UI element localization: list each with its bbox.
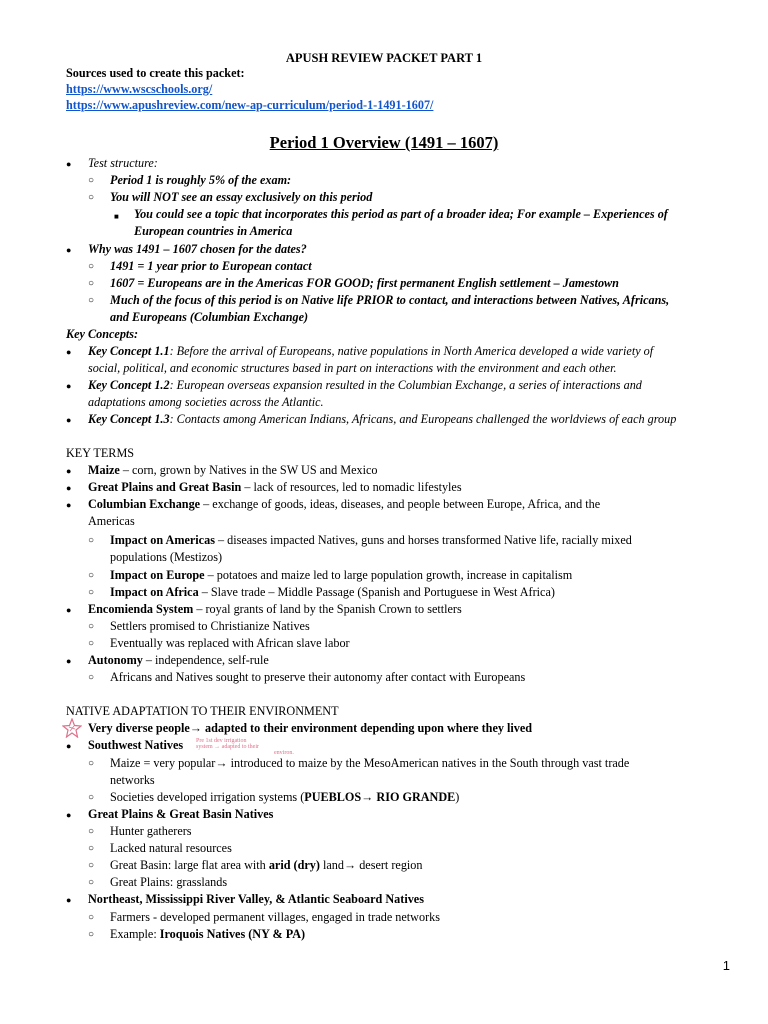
bullet-dot: ● xyxy=(66,500,72,510)
bullet-dot: ● xyxy=(66,159,72,169)
source-link-2[interactable]: https://www.apushreview.com/new-ap-curriculum/period-1-1491-1607/ xyxy=(66,98,434,112)
sub-bullet: ○ xyxy=(88,792,95,803)
term-autonomy: Autonomy – independence, self-rule xyxy=(88,653,269,667)
sub-bullet: ○ xyxy=(88,261,95,272)
source-link-1[interactable]: https://www.wscschools.org/ xyxy=(66,82,213,96)
why-item: Much of the focus of this period is on Native life PRIOR to contact, and interactions between Natives, Africans, xyxy=(110,293,670,307)
sub-bullet: ○ xyxy=(88,672,95,683)
southwest-irrigation: Societies developed irrigation systems (PUEBLOS→ RIO GRANDE) xyxy=(110,790,460,804)
bullet-dot: ● xyxy=(66,810,72,820)
test-structure-label: Test structure: xyxy=(88,156,158,170)
bullet-dot: ● xyxy=(66,245,72,255)
northeast-example: Example: Iroquois Natives (NY & PA) xyxy=(110,927,306,941)
term-impact-europe: Impact on Europe – potatoes and maize led to large population growth, increase in capitalism xyxy=(110,568,573,582)
bullet-dot: ● xyxy=(66,741,72,751)
sub-bullet: ○ xyxy=(88,192,95,203)
northeast-natives: Northeast, Mississippi River Valley, & Atlantic Seaboard Natives xyxy=(88,892,424,906)
term-columbian-exchange-cont: Americas xyxy=(88,514,135,528)
northeast-item: Farmers - developed permanent villages, engaged in trade networks xyxy=(110,910,440,924)
sources-label: Sources used to create this packet: xyxy=(66,66,245,80)
bullet-dot: ● xyxy=(66,347,72,357)
term-impact-americas: Impact on Americas – diseases impacted Natives, guns and horses transformed Native life, racially mixed xyxy=(110,533,632,547)
test-structure-item: You will NOT see an essay exclusively on this period xyxy=(110,190,373,204)
square-bullet: ■ xyxy=(114,212,119,221)
key-terms-heading: KEY TERMS xyxy=(66,446,135,460)
sub-bullet: ○ xyxy=(88,175,95,186)
test-structure-item: Period 1 is roughly 5% of the exam: xyxy=(110,173,292,187)
test-structure-subitem-cont: European countries in America xyxy=(134,224,293,238)
sub-bullet: ○ xyxy=(88,826,95,837)
sub-bullet: ○ xyxy=(88,621,95,632)
term-encomienda: Encomienda System – royal grants of land by the Spanish Crown to settlers xyxy=(88,602,462,616)
sub-bullet: ○ xyxy=(88,912,95,923)
sub-bullet: ○ xyxy=(88,843,95,854)
native-adaptation-heading: NATIVE ADAPTATION TO THEIR ENVIRONMENT xyxy=(66,704,339,718)
sub-bullet: ○ xyxy=(88,929,95,940)
handwritten-annotation: Pre 1st dev irrigation system → adapted to their environ. xyxy=(196,738,294,756)
why-item: 1491 = 1 year prior to European contact xyxy=(110,259,312,273)
term-columbian-exchange: Columbian Exchange – exchange of goods, ideas, diseases, and people between Europe, Africa, and the xyxy=(88,497,601,511)
term-encomienda-item: Eventually was replaced with African slave labor xyxy=(110,636,350,650)
key-concept-1-2: Key Concept 1.2: European overseas expansion resulted in the Columbian Exchange, a series of interactions and xyxy=(88,378,642,392)
term-encomienda-item: Settlers promised to Christianize Natives xyxy=(110,619,310,633)
term-maize: Maize – corn, grown by Natives in the SW US and Mexico xyxy=(88,463,378,477)
term-autonomy-item: Africans and Natives sought to preserve their autonomy after contact with Europeans xyxy=(110,670,526,684)
bullet-dot: ● xyxy=(66,483,72,493)
key-concept-1-2-cont: adaptations among societies across the Atlantic. xyxy=(88,395,324,409)
sub-bullet: ○ xyxy=(88,295,95,306)
sub-bullet: ○ xyxy=(88,587,95,598)
great-plains-natives: Great Plains & Great Basin Natives xyxy=(88,807,274,821)
key-concepts-label: Key Concepts: xyxy=(66,327,139,341)
bullet-dot: ● xyxy=(66,656,72,666)
great-basin-item: Great Basin: large flat area with arid (dry) land→ desert region xyxy=(110,858,423,872)
key-concept-1-1-cont: social, political, and economic structures based in part on interactions with the environment and each other. xyxy=(88,361,617,375)
great-plains-item: Hunter gatherers xyxy=(110,824,192,838)
key-concept-1-3: Key Concept 1.3: Contacts among American Indians, Africans, and Europeans challenged the worldviews of each group xyxy=(88,412,677,426)
term-impact-africa: Impact on Africa – Slave trade – Middle Passage (Spanish and Portuguese in West Africa) xyxy=(110,585,555,599)
why-item-cont: and Europeans (Columbian Exchange) xyxy=(110,310,309,324)
sub-bullet: ○ xyxy=(88,860,95,871)
why-dates-question: Why was 1491 – 1607 chosen for the dates? xyxy=(88,242,307,256)
great-plains-item: Lacked natural resources xyxy=(110,841,232,855)
sub-bullet: ○ xyxy=(88,638,95,649)
overview-title: Period 1 Overview (1491 – 1607) xyxy=(269,133,499,152)
great-plains-item: Great Plains: grasslands xyxy=(110,875,228,889)
page-number: 1 xyxy=(722,958,730,973)
bullet-dot: ● xyxy=(66,895,72,905)
bullet-dot: ● xyxy=(66,381,72,391)
sub-bullet: ○ xyxy=(88,570,95,581)
bullet-dot: ● xyxy=(66,605,72,615)
sub-bullet: ○ xyxy=(88,535,95,546)
test-structure-subitem: You could see a topic that incorporates this period as part of a broader idea; For example – Experiences of xyxy=(134,207,668,221)
key-concept-1-1: Key Concept 1.1: Before the arrival of Europeans, native populations in North America developed a wide variety of xyxy=(88,344,654,358)
bullet-dot: ● xyxy=(66,415,72,425)
southwest-natives: Southwest Natives xyxy=(88,738,184,752)
term-impact-americas-cont: populations (Mestizos) xyxy=(110,550,223,564)
star-annotation-icon xyxy=(62,718,82,738)
bullet-dot: ● xyxy=(66,466,72,476)
southwest-item-cont: networks xyxy=(110,773,155,787)
sub-bullet: ○ xyxy=(88,877,95,888)
native-diverse: Very diverse people→ adapted to their environment depending upon where they lived xyxy=(88,721,533,735)
sub-bullet: ○ xyxy=(88,758,95,769)
packet-title: APUSH REVIEW PACKET PART 1 xyxy=(285,51,483,65)
why-item: 1607 = Europeans are in the Americas FOR GOOD; first permanent English settlement – Jamestown xyxy=(110,276,619,290)
southwest-item: Maize = very popular→ introduced to maize by the MesoAmerican natives in the South through vast trade xyxy=(110,756,630,770)
term-great-plains: Great Plains and Great Basin – lack of resources, led to nomadic lifestyles xyxy=(88,480,462,494)
sub-bullet: ○ xyxy=(88,278,95,289)
